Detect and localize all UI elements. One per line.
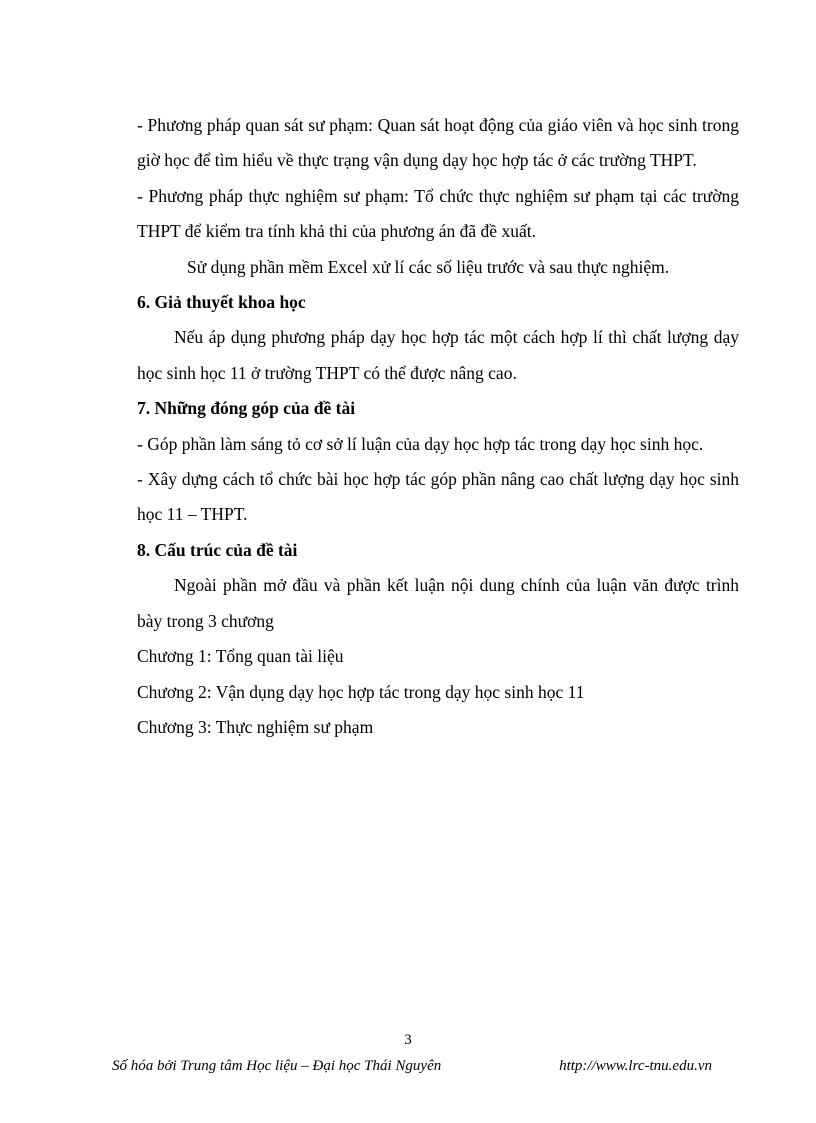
chapter-2-line: Chương 2: Vận dụng dạy học hợp tác trong dạy học sinh học 11	[137, 681, 585, 702]
heading-section-6: 6. Giả thuyết khoa học	[137, 292, 306, 313]
chapter-3-line: Chương 3: Thực nghiệm sư phạm	[137, 716, 374, 737]
heading-section-8: 8. Cấu trúc của đề tài	[137, 539, 298, 560]
footer-attribution: Số hóa bởi Trung tâm Học liệu – Đại học Thái Nguyên	[112, 1058, 442, 1074]
paragraph-contribution-2: - Xây dựng cách tổ chức bài học hợp tác góp phần nâng cao chất lượng dạy học sinh học 11 – THPT.	[137, 469, 739, 525]
page-number: 3	[404, 1032, 412, 1048]
chapter-1-line: Chương 1: Tổng quan tài liệu	[137, 646, 344, 667]
paragraph-observation-method: - Phương pháp quan sát sư phạm: Quan sát hoạt động của giáo viên và học sinh trong giờ học để tìm hiểu về thực trạng vận dụng dạy học hợp tác ở các trường THPT.	[137, 115, 739, 171]
paragraph-hypothesis: Nếu áp dụng phương pháp dạy học hợp tác một cách hợp lí thì chất lượng dạy học sinh học 11 ở trường THPT có thể được nâng cao.	[137, 327, 739, 383]
page-body	[137, 108, 739, 745]
heading-section-7: 7. Những đóng góp của đề tài	[137, 398, 356, 419]
paragraph-contribution-1: - Góp phần làm sáng tỏ cơ sở lí luận của dạy học hợp tác trong dạy học sinh học.	[137, 433, 704, 454]
footer-url: http://www.lrc-tnu.edu.vn	[559, 1058, 712, 1074]
paragraph-structure: Ngoài phần mở đầu và phần kết luận nội dung chính của luận văn được trình bày trong 3 chương	[137, 575, 739, 631]
paragraph-excel: Sử dụng phần mềm Excel xử lí các số liệu trước và sau thực nghiệm.	[187, 256, 670, 277]
paragraph-experiment-method: - Phương pháp thực nghiệm sư phạm: Tổ chức thực nghiệm sư phạm tại các trường THPT để kiểm tra tính khả thi của phương án đã đề xuất.	[137, 185, 739, 242]
